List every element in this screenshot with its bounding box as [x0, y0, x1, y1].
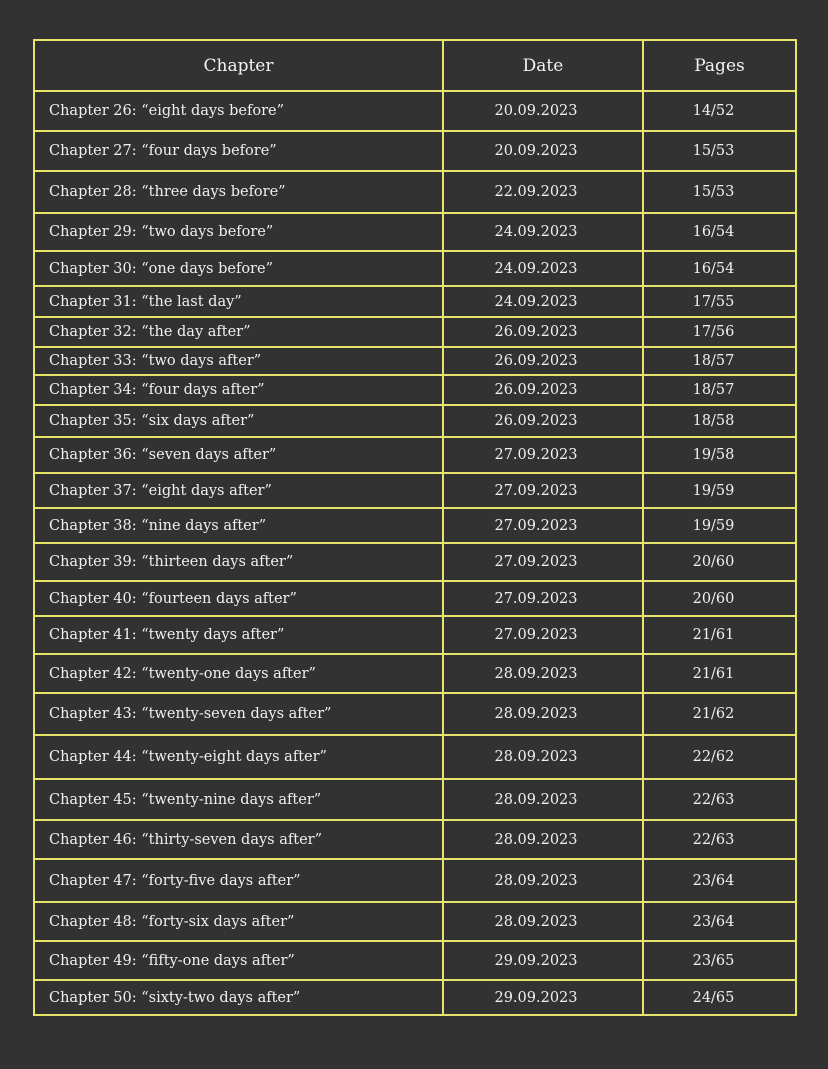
date-cell: 24.09.2023 [443, 213, 643, 251]
chapter-cell: Chapter 45: “twenty-nine days after” [34, 779, 443, 820]
date-cell: 28.09.2023 [443, 902, 643, 941]
chapter-cell: Chapter 28: “three days before” [34, 171, 443, 213]
chapter-cell: Chapter 34: “four days after” [34, 375, 443, 405]
chapter-cell: Chapter 33: “two days after” [34, 347, 443, 375]
date-cell: 27.09.2023 [443, 581, 643, 616]
table-row [34, 375, 796, 405]
pages-cell: 20/60 [643, 581, 796, 616]
header-chapter: Chapter [34, 40, 443, 91]
table-row [34, 693, 796, 735]
pages-cell: 18/58 [643, 405, 796, 437]
chapter-cell: Chapter 29: “two days before” [34, 213, 443, 251]
date-cell: 28.09.2023 [443, 820, 643, 859]
pages-cell: 14/52 [643, 91, 796, 131]
table-row [34, 902, 796, 941]
pages-cell: 18/57 [643, 375, 796, 405]
table-row [34, 616, 796, 654]
table-row [34, 437, 796, 473]
chapter-cell: Chapter 37: “eight days after” [34, 473, 443, 508]
table-row [34, 405, 796, 437]
pages-cell: 19/58 [643, 437, 796, 473]
pages-cell: 22/63 [643, 779, 796, 820]
table-header-row [34, 40, 796, 91]
table-row [34, 171, 796, 213]
table-row [34, 820, 796, 859]
date-cell: 26.09.2023 [443, 375, 643, 405]
pages-cell: 16/54 [643, 251, 796, 286]
pages-cell: 21/61 [643, 616, 796, 654]
table-row [34, 859, 796, 902]
chapter-cell: Chapter 43: “twenty-seven days after” [34, 693, 443, 735]
chapter-cell: Chapter 32: “the day after” [34, 317, 443, 347]
table-row [34, 251, 796, 286]
date-cell: 29.09.2023 [443, 980, 643, 1015]
table-row [34, 91, 796, 131]
date-cell: 27.09.2023 [443, 543, 643, 581]
date-cell: 28.09.2023 [443, 693, 643, 735]
date-cell: 24.09.2023 [443, 286, 643, 317]
table-row [34, 980, 796, 1015]
chapter-cell: Chapter 40: “fourteen days after” [34, 581, 443, 616]
date-cell: 22.09.2023 [443, 171, 643, 213]
table-row [34, 286, 796, 317]
pages-cell: 22/62 [643, 735, 796, 779]
chapter-cell: Chapter 35: “six days after” [34, 405, 443, 437]
pages-cell: 16/54 [643, 213, 796, 251]
table-row [34, 213, 796, 251]
table-row [34, 735, 796, 779]
pages-cell: 21/62 [643, 693, 796, 735]
chapter-cell: Chapter 44: “twenty-eight days after” [34, 735, 443, 779]
pages-cell: 15/53 [643, 171, 796, 213]
chapter-cell: Chapter 30: “one days before” [34, 251, 443, 286]
date-cell: 27.09.2023 [443, 473, 643, 508]
chapter-cell: Chapter 26: “eight days before” [34, 91, 443, 131]
table-body [34, 91, 796, 1015]
table-row [34, 779, 796, 820]
date-cell: 26.09.2023 [443, 347, 643, 375]
date-cell: 27.09.2023 [443, 437, 643, 473]
date-cell: 20.09.2023 [443, 91, 643, 131]
pages-cell: 23/64 [643, 859, 796, 902]
table-row [34, 581, 796, 616]
chapter-cell: Chapter 41: “twenty days after” [34, 616, 443, 654]
date-cell: 24.09.2023 [443, 251, 643, 286]
chapter-cell: Chapter 42: “twenty-one days after” [34, 654, 443, 693]
pages-cell: 20/60 [643, 543, 796, 581]
pages-cell: 24/65 [643, 980, 796, 1015]
chapter-cell: Chapter 48: “forty-six days after” [34, 902, 443, 941]
table-row [34, 508, 796, 543]
chapter-cell: Chapter 39: “thirteen days after” [34, 543, 443, 581]
pages-cell: 19/59 [643, 473, 796, 508]
chapter-cell: Chapter 36: “seven days after” [34, 437, 443, 473]
pages-cell: 17/56 [643, 317, 796, 347]
header-pages: Pages [643, 40, 796, 91]
chapter-table [33, 39, 797, 1016]
date-cell: 28.09.2023 [443, 779, 643, 820]
chapter-cell: Chapter 31: “the last day” [34, 286, 443, 317]
date-cell: 26.09.2023 [443, 317, 643, 347]
chapter-cell: Chapter 46: “thirty-seven days after” [34, 820, 443, 859]
date-cell: 20.09.2023 [443, 131, 643, 171]
date-cell: 29.09.2023 [443, 941, 643, 980]
table-row [34, 543, 796, 581]
pages-cell: 23/65 [643, 941, 796, 980]
date-cell: 26.09.2023 [443, 405, 643, 437]
header-date: Date [443, 40, 643, 91]
pages-cell: 22/63 [643, 820, 796, 859]
chapter-cell: Chapter 50: “sixty-two days after” [34, 980, 443, 1015]
date-cell: 28.09.2023 [443, 654, 643, 693]
table-row [34, 347, 796, 375]
chapter-table-container [33, 39, 795, 1014]
date-cell: 27.09.2023 [443, 616, 643, 654]
date-cell: 27.09.2023 [443, 508, 643, 543]
pages-cell: 17/55 [643, 286, 796, 317]
chapter-cell: Chapter 38: “nine days after” [34, 508, 443, 543]
chapter-cell: Chapter 49: “fifty-one days after” [34, 941, 443, 980]
pages-cell: 15/53 [643, 131, 796, 171]
table-row [34, 473, 796, 508]
table-row [34, 131, 796, 171]
date-cell: 28.09.2023 [443, 735, 643, 779]
date-cell: 28.09.2023 [443, 859, 643, 902]
table-row [34, 941, 796, 980]
chapter-cell: Chapter 27: “four days before” [34, 131, 443, 171]
table-row [34, 654, 796, 693]
pages-cell: 23/64 [643, 902, 796, 941]
table-row [34, 317, 796, 347]
pages-cell: 19/59 [643, 508, 796, 543]
pages-cell: 21/61 [643, 654, 796, 693]
chapter-cell: Chapter 47: “forty-five days after” [34, 859, 443, 902]
pages-cell: 18/57 [643, 347, 796, 375]
